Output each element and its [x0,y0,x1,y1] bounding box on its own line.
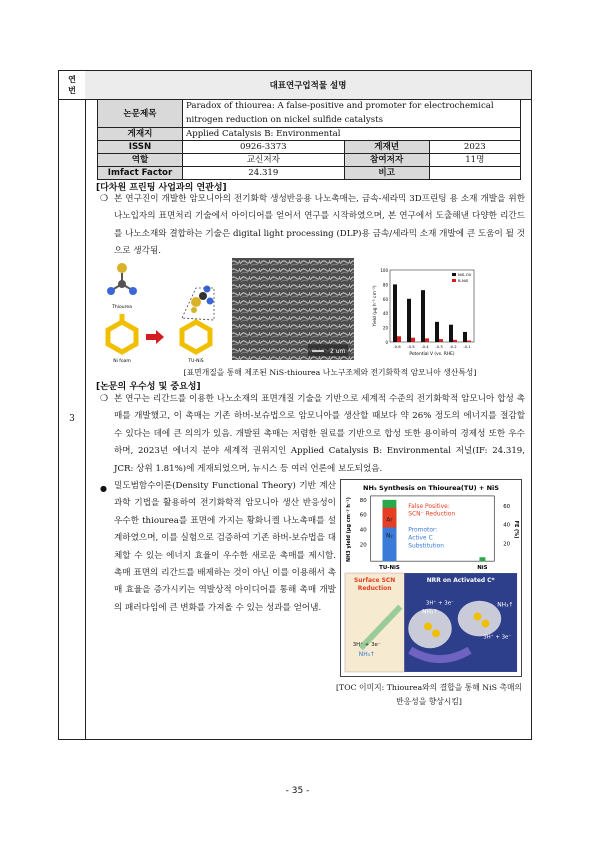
toc-nh3-3: NH₃↑ [358,651,376,659]
toc-promoter-3: Substitution [408,542,445,550]
section2-bullet1: ❍ [100,394,109,404]
x-tick-label: -0.5 [407,344,415,349]
label-issn: ISSN [98,141,183,154]
bar-nis-ov [435,322,439,342]
header-number-label: 연 번 [68,75,76,95]
legend-label: NiS-OV [458,272,472,277]
bar-b-nis [467,341,471,342]
svg-text:20: 20 [503,541,511,548]
section1-title: [다차원 프린팅 사업과의 연관성] [96,183,227,193]
label-journal: 게재지 [98,128,183,141]
y-tick-label: 40 [382,311,388,317]
label-paper-title: 논문제목 [98,100,183,128]
y-tick-label: 100 [380,268,388,273]
svg-text:80: 80 [359,497,367,504]
label-note: 비고 [344,167,429,180]
x-axis-label: Potential V (vs. RHE) [409,352,455,357]
toc-bar-ar: Ar [386,516,393,524]
page-number: - 35 - [285,786,310,796]
y-tick-label: 0 [385,340,388,345]
label-nifoam: Ni foam [113,359,131,364]
section2-title: [논문의 우수성 및 중요성] [96,382,201,392]
impact-factor: 24.319 [183,167,345,180]
figure1-caption: [표면개질을 통해 제조된 NiS-thiourea 나노구조체와 전기화학적 암모니아 생산특성] [183,368,477,377]
y-tick-label: 80 [382,282,388,288]
section2-text1: 본 연구는 리간드를 이용한 나노소재의 표면개질 기술을 기반으로 세계적 수준의 전기화학적 암모니아 합성 촉매를 개발했고, 이 촉매는 기존 하버-보슈법으로 암모니아를 생산할 때보다 약 26% 정도의 에너지를 절감할 수 있다는 데에 큰 의의가 있음. 개발된 촉매는 저렴한 원료를 기반으로 합성 또한 용이하여 경제성 또한 우수하며, 2023년 에너지 분야 세계적 권위지인 Applied Catalysis B: Environmental 저널(IF: 24.319, JCR: 상위 1.81%)에 게재되었으며, 뉴시스 등 여러 언론에 보도되었음. [114,394,525,474]
y-tick-label: 20 [382,325,388,331]
section2-bullet2: ● [100,484,107,493]
label-authors: 참여저자 [344,154,429,167]
toc-bar-n2: N₂ [386,532,393,540]
toc-x-tunis: TU-NiS [379,565,400,572]
paper-title: Paradox of thiourea: A false-positive and promoter for electrochemical nitrogen reduction on nickel sulfide catalysts [183,100,521,128]
toc-false-positive-2: SCN⁻ Reduction [408,510,456,518]
bar-nis-ov [421,290,425,342]
svg-text:20: 20 [359,542,367,549]
toc-panel-right-title: NRR on Activated C* [426,576,495,584]
toc-nh3-1: NH₃↑ [422,608,439,616]
issn: 0926-3373 [183,141,345,154]
section1-text: 본 연구진이 개발한 암모니아의 전기화학 생성반응용 나노촉매는, 금속-세라믹 3D프린팅 용 소재 개발을 위한 나노입자의 표면처리 기술에서 아이디어를 얻어서 연구를 시작하였으며, 본 연구에서 도출해낸 다양한 리간드를 나노소재와 결합하는 기술은 digital light processing (DLP)용 금속/세라믹 소재 개발에 큰 도움이 될 것으로 생각됨. [114,194,525,257]
toc-x-nis: NiS [477,565,488,572]
scale-bar: 2 um [330,348,346,355]
row-number: 3 [69,414,75,424]
toc-promoter: Promotor: [408,526,438,534]
x-tick-label: -0.2 [449,344,457,349]
svg-text:40: 40 [359,527,367,534]
bar-b-nis [453,340,457,342]
svg-text:60: 60 [503,503,511,510]
toc-nh3-2: NH₃↑ [497,601,514,609]
bar-nis-ov [393,284,397,342]
legend-swatch [452,273,456,276]
label-role: 역할 [98,154,183,167]
svg-text:40: 40 [503,522,511,529]
toc-panel-left-title: Surface SCN Reduction [354,576,396,592]
toc-false-positive: False Positive: [408,502,450,510]
toc-eq-1: 3H⁺ + 3e⁻ [425,600,454,607]
bar-nis-ov [463,332,467,342]
toc-ylabel-right: FE (%) [513,520,520,539]
bar-b-nis [439,339,443,342]
authors: 11명 [429,154,520,167]
section1-bullet: ❍ [100,194,109,204]
yield-bar-chart [372,268,474,357]
svg-text:60: 60 [359,512,367,519]
x-tick-label: -0.4 [421,344,429,349]
scheme-illustration [107,263,214,364]
note [429,167,520,180]
label-tu-nis: TU-NiS [188,359,204,364]
legend-label: B-NiS [458,278,469,283]
paper-info-table [97,99,521,180]
section2-text2: 밀도범함수이론(Density Functional Theory) 기반 계산과학 기법을 활용하여 전기화학적 암모니아 생산 반응성이 우수한 thiourea를 표면에 가지는 황화니켈 나노촉매를 설계하였으며, 이를 실험으로 검증하여 기존 하버-보슈법을 대체할 수 있는 에너지 효율이 우수한 새로운 촉매를 제시함. 촉매 표면의 리간드를 배제하는 것이 아닌 이를 이용해서 촉매 효율을 증가시키는 역발상적 아이디어를 통해 촉매 개발의 패러다임에 큰 변화를 가져올 수 있는 성과를 얻어냄. [114,481,336,613]
y-axis-label: Yield (μg h⁻¹ cm⁻²) [373,285,378,327]
legend-swatch [452,279,456,282]
toc-ylabel-left: NH3 yield (μg cm⁻² h⁻¹) [345,497,352,562]
journal: Applied Catalysis B: Environmental [183,128,521,141]
header-title: 대표연구업적물 설명 [85,71,531,99]
bar-b-nis [397,336,401,342]
toc-title: NH₃ Synthesis on Thiourea(TU) + NiS [363,483,499,492]
year: 2023 [429,141,520,154]
x-tick-label: -0.1 [463,344,471,349]
toc-eq-3: 3H⁺ + 3e⁻ [352,642,381,649]
toc-right-ticks [503,504,510,548]
label-thiourea: Thiourea [112,305,132,310]
role: 교신저자 [183,154,345,167]
x-tick-label: -0.6 [393,344,401,349]
label-impact-factor: Imfact Factor [98,167,183,180]
bar-b-nis [425,338,429,342]
bar-b-nis [411,338,415,342]
bar-nis-ov [449,325,453,342]
figure-nis-thiourea [90,258,510,368]
x-tick-label: -0.3 [435,344,443,349]
bar-nis-ov [407,299,411,342]
label-year: 게재년 [344,141,429,154]
y-tick-label: 60 [382,296,388,302]
toc-caption: [TOC 이미지: Thiourea와의 결합을 통해 NiS 촉매의 반응성을 향상시킴] [335,683,523,706]
toc-promoter-2: Active C [408,534,433,542]
toc-eq-2: 3H⁺ + 3e⁻ [483,634,512,641]
toc-left-ticks [360,498,367,549]
toc-graphic [340,479,522,677]
